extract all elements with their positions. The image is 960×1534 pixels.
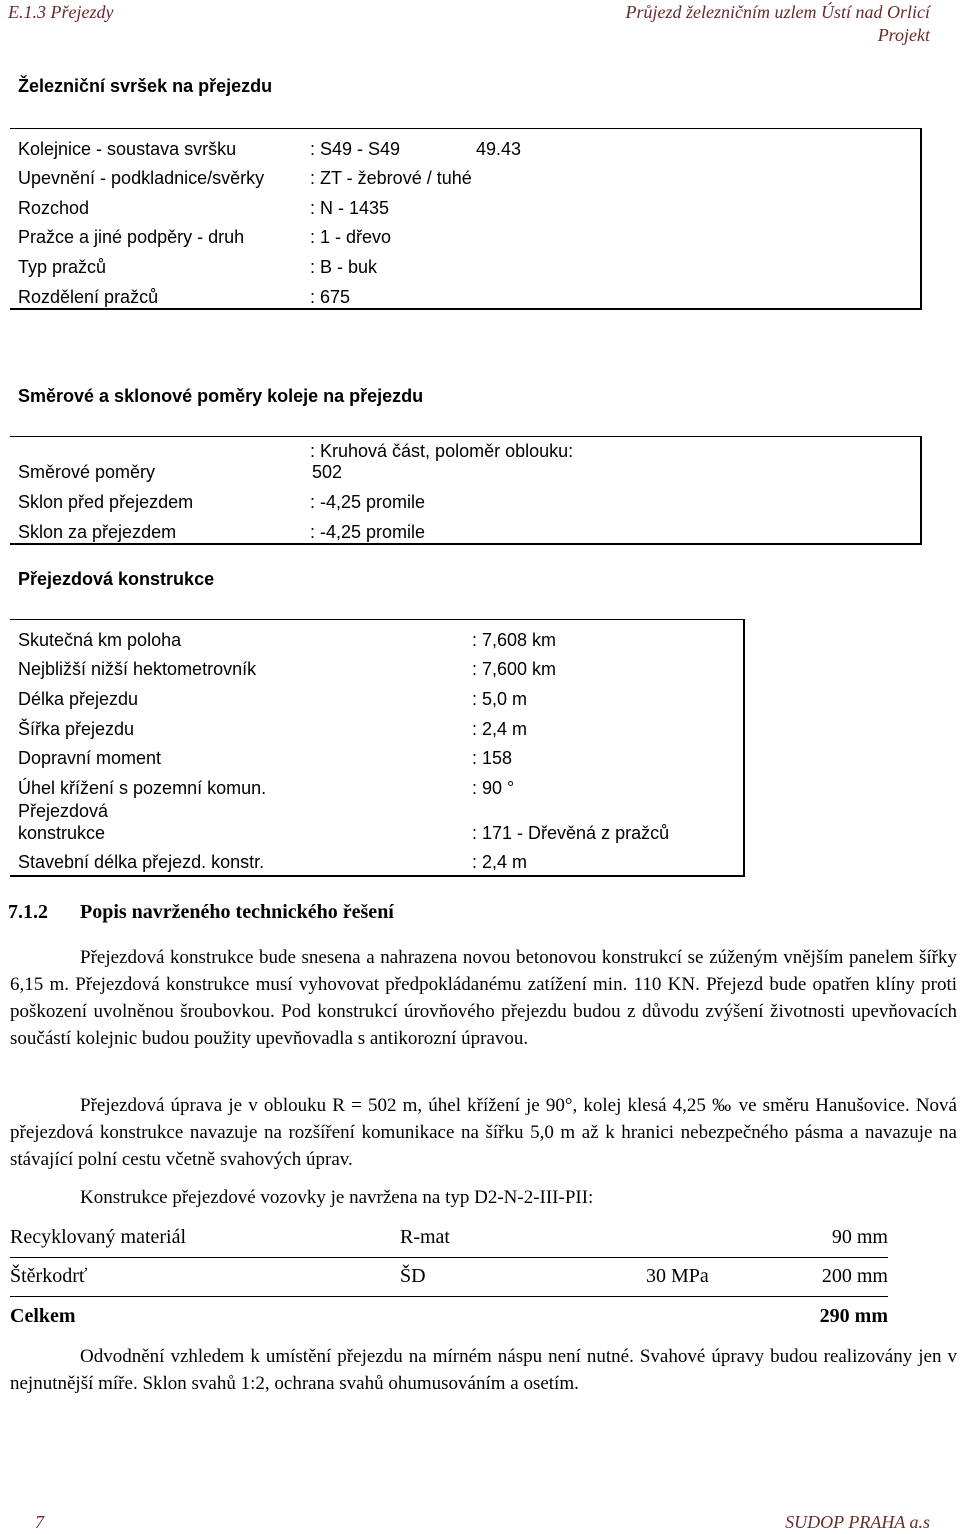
superstructure-value: : ZT - žebrové / tuhé bbox=[310, 168, 472, 188]
superstructure-value: : B - buk bbox=[310, 257, 378, 277]
superstructure-label: Typ pražců bbox=[18, 257, 107, 277]
pavement-total-label: Celkem bbox=[10, 1305, 76, 1327]
pavement-code: ŠD bbox=[400, 1265, 426, 1287]
section-number: 7.1.2 bbox=[8, 901, 48, 923]
paragraph-block-1 bbox=[10, 944, 957, 1052]
header-left: E.1.3 Přejezdy bbox=[8, 2, 114, 22]
superstructure-label: Pražce a jiné podpěry - druh bbox=[18, 227, 245, 247]
superstructure-extra: 49.43 bbox=[476, 139, 522, 159]
crossing-value: : 171 - Dřevěná z pražců bbox=[472, 823, 670, 843]
alignment-label: Sklon před přejezdem bbox=[18, 492, 194, 512]
pavement-layer: Recyklovaný materiál bbox=[10, 1226, 187, 1248]
header-right-subtitle: Projekt bbox=[877, 25, 930, 45]
paragraph-block-closing bbox=[10, 1343, 957, 1397]
paragraph-block-2 bbox=[10, 1092, 957, 1173]
page-number: 7 bbox=[35, 1512, 44, 1532]
paragraph: Přejezdová úprava je v oblouku R = 502 m, úhel křížení je 90°, kolej klesá 4,25 ‰ ve směru Hanušovice. Nová přejezdová konstrukce navazuje na rozšíření komunikace na šířku 5,0 m až k hranici nebezpečného pásma a navazuje na stávající polní cestu včetně svahových úprav. bbox=[10, 1095, 957, 1170]
crossing-label: Délka přejezdu bbox=[18, 689, 139, 709]
pavement-total-thickness: 290 mm bbox=[819, 1305, 888, 1327]
crossing-label-line1: Přejezdová bbox=[18, 801, 109, 821]
pavement-param: 30 MPa bbox=[646, 1265, 709, 1287]
crossing-label-line2: konstrukce bbox=[18, 823, 106, 843]
superstructure-label: Kolejnice - soustava svršku bbox=[18, 139, 237, 159]
crossing-label: Úhel křížení s pozemní komun. bbox=[18, 778, 267, 798]
superstructure-label: Rozdělení pražců bbox=[18, 287, 159, 307]
crossing-value: : 5,0 m bbox=[472, 689, 528, 709]
crossing-value: : 2,4 m bbox=[472, 719, 528, 739]
paragraph: Přejezdová konstrukce bude snesena a nahrazena novou betonovou konstrukcí se zúženým vnějším panelem šířky 6,15 m. Přejezdová konstrukce musí vyhovovat předpokládanému zatížení min. 110 KN. Přejezd bude opatřen klíny proti poškození uvolněnou šroubovkou. Pod konstrukcí úrovňového přejezdu budou z důvodu zvýšení životnosti upevňovacích součástí kolejnic budou použity upevňovadla s antikorozní úpravou. bbox=[10, 947, 957, 1049]
pavement-row-divider bbox=[10, 1257, 888, 1258]
crossing-value: : 90 ° bbox=[472, 778, 515, 798]
crossing-label: Nejbližší nižší hektometrovník bbox=[18, 659, 257, 679]
crossing-value: : 7,608 km bbox=[472, 630, 557, 650]
paragraph: Odvodnění vzhledem k umístění přejezdu na mírném náspu není nutné. Svahové úpravy budou realizovány jen v nejnutnější míře. Sklon svahů 1:2, ochrana svahů ohumusováním a osetím. bbox=[10, 1346, 957, 1394]
crossing-title: Přejezdová konstrukce bbox=[18, 569, 215, 589]
alignment-value-line1: : Kruhová část, poloměr oblouku: bbox=[310, 441, 574, 461]
pavement-thickness: 200 mm bbox=[821, 1265, 888, 1287]
crossing-value: : 7,600 km bbox=[472, 659, 557, 679]
footer-company: SUDOP PRAHA a.s bbox=[785, 1512, 930, 1532]
section-title: Popis navrženého technického řešení bbox=[80, 901, 394, 923]
pavement-layer: Štěrkodrť bbox=[10, 1265, 88, 1287]
pavement-code: R-mat bbox=[400, 1226, 450, 1248]
alignment-value: : -4,25 promile bbox=[310, 522, 426, 542]
alignment-title: Směrové a sklonové poměry koleje na přejezdu bbox=[18, 386, 424, 406]
superstructure-value: : 675 bbox=[310, 287, 351, 307]
alignment-value: : -4,25 promile bbox=[310, 492, 426, 512]
header-right-title: Průjezd železničním uzlem Ústí nad Orlicí bbox=[625, 2, 930, 22]
crossing-value: : 158 bbox=[472, 748, 513, 768]
crossing-label: Stavební délka přejezd. konstr. bbox=[18, 852, 265, 872]
superstructure-value: : 1 - dřevo bbox=[310, 227, 392, 247]
crossing-label: Dopravní moment bbox=[18, 748, 162, 768]
superstructure-label: Upevnění - podkladnice/svěrky bbox=[18, 168, 265, 188]
pavement-thickness: 90 mm bbox=[831, 1226, 888, 1248]
superstructure-title: Železniční svršek na přejezdu bbox=[18, 76, 273, 96]
crossing-label: Šířka přejezdu bbox=[18, 719, 135, 739]
superstructure-label: Rozchod bbox=[18, 198, 90, 218]
pavement-row-divider bbox=[10, 1296, 888, 1297]
alignment-label: Směrové poměry bbox=[18, 462, 156, 482]
crossing-label: Skutečná km poloha bbox=[18, 630, 182, 650]
superstructure-value: : N - 1435 bbox=[310, 198, 390, 218]
alignment-label: Sklon za přejezdem bbox=[18, 522, 177, 542]
crossing-value: : 2,4 m bbox=[472, 852, 528, 872]
pavement-intro: Konstrukce přejezdové vozovky je navržena na typ D2-N-2-III-PII: bbox=[80, 1187, 594, 1208]
alignment-value-line2: 502 bbox=[312, 462, 343, 482]
superstructure-value: : S49 - S49 bbox=[310, 139, 401, 159]
